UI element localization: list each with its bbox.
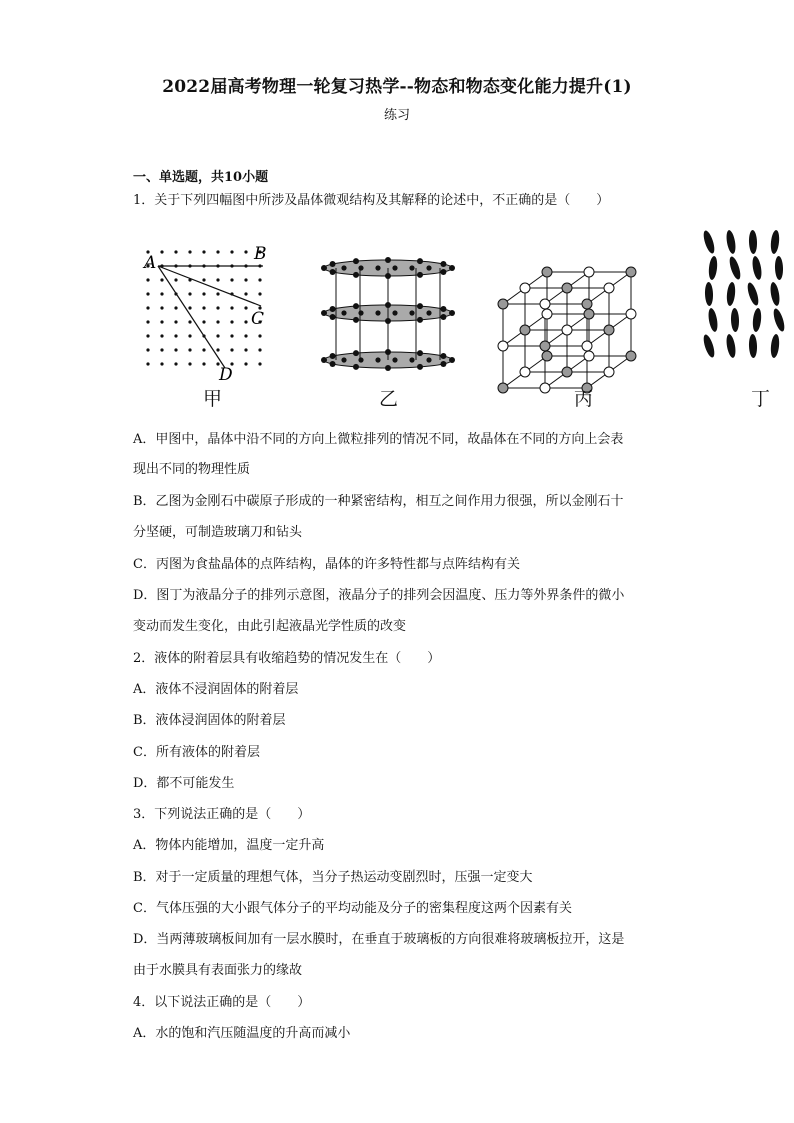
figure-jia-lattice <box>133 228 283 388</box>
q3-option-b: B．对于一定质量的理想气体，当分子热运动变剧烈时，压强一定变大 <box>133 870 533 885</box>
question-4-stem: 4．以下说法正确的是（ ） <box>133 995 311 1010</box>
point-label-b: B <box>254 244 267 264</box>
figure-row <box>133 228 794 413</box>
figure-ding-liquid-crystal <box>699 230 794 370</box>
point-label-d: D <box>219 365 233 385</box>
figure-label-yi: 乙 <box>379 388 399 410</box>
q1-option-d-line2: 变动而发生变化，由此引起液晶光学性质的改变 <box>133 619 407 634</box>
figure-label-bing: 丙 <box>574 388 594 410</box>
question-2-stem: 2．液体的附着层具有收缩趋势的情况发生在（ ） <box>133 651 441 666</box>
q1-option-a-line1: A．甲图中，晶体中沿不同的方向上微粒排列的情况不同，故晶体在不同的方向上会表 <box>133 432 624 447</box>
q2-option-c: C．所有液体的附着层 <box>133 745 260 760</box>
q1-option-d-line1: D．图丁为液晶分子的排列示意图，液晶分子的排列会因温度、压力等外界条件的微小 <box>133 588 625 603</box>
q1-option-b-line2: 分坚硬，可制造玻璃刀和钻头 <box>133 525 303 540</box>
q3-option-a: A．物体内能增加，温度一定升高 <box>133 838 325 853</box>
q1-option-b-line1: B．乙图为金刚石中碳原子形成的一种紧密结构，相互之间作用力很强，所以金刚石十 <box>133 494 624 509</box>
q3-option-c: C．气体压强的大小跟气体分子的平均动能及分子的密集程度这两个因素有关 <box>133 901 572 916</box>
q2-option-a: A．液体不浸润固体的附着层 <box>133 682 299 697</box>
q3-option-d-line2: 由于水膜具有表面张力的缘故 <box>133 963 303 978</box>
point-label-c: C <box>251 309 265 329</box>
question-3-stem: 3．下列说法正确的是（ ） <box>133 807 311 822</box>
figure-bing-cubic-lattice <box>495 228 655 378</box>
figure-label-ding: 丁 <box>751 388 771 410</box>
figure-yi-layers <box>316 248 466 398</box>
q4-option-a: A．水的饱和汽压随温度的升高而减小 <box>133 1026 351 1041</box>
q1-option-c: C．丙图为食盐晶体的点阵结构，晶体的许多特性都与点阵结构有关 <box>133 557 520 572</box>
page-title: 2022届高考物理一轮复习热学--物态和物态变化能力提升(1) <box>162 77 632 97</box>
figure-label-jia: 甲 <box>203 388 223 410</box>
q2-option-d: D．都不可能发生 <box>133 776 235 791</box>
section-heading: 一、单选题，共10小题 <box>133 170 269 185</box>
q3-option-d-line1: D．当两薄玻璃板间加有一层水膜时，在垂直于玻璃板的方向很难将玻璃板拉开，这是 <box>133 932 625 947</box>
question-1-stem: 1．关于下列四幅图中所涉及晶体微观结构及其解释的论述中，不正确的是（ ） <box>133 193 610 208</box>
q2-option-b: B．液体浸润固体的附着层 <box>133 713 286 728</box>
point-label-a: A <box>144 253 157 273</box>
page-subtitle: 练习 <box>383 108 410 123</box>
q1-option-a-line2: 现出不同的物理性质 <box>133 462 251 477</box>
